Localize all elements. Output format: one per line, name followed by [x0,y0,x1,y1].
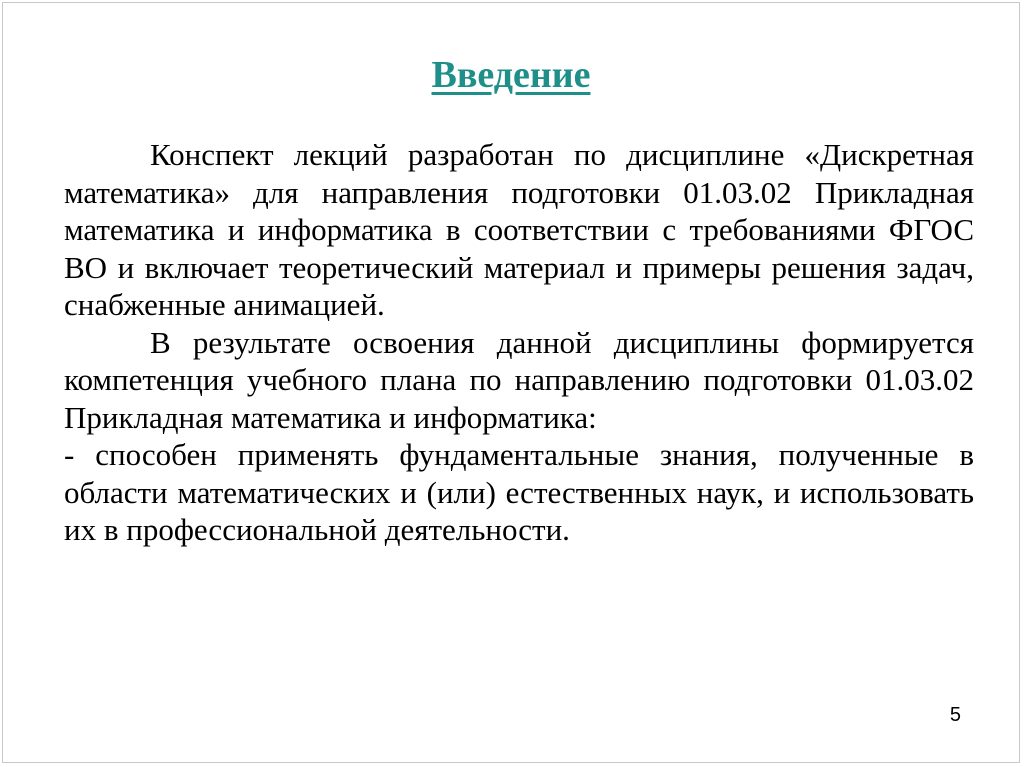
paragraph-intro: Конспект лекций разработан по дисциплине «Дискретная математика» для направления подготовки 01.03.02 Прикладная математика и информатика в соответствии с требованиями ФГОС ВО и включает теоретический материал и примеры решения задач, снабженные анимацией. [64,137,974,322]
slide-title: Введение [431,54,591,96]
page-number: 5 [949,704,961,726]
paragraph-competence: В результате освоения данной дисциплины формируется компетенция учебного плана по направлению подготовки 01.03.02 Прикладная математика и информатика: [64,324,974,435]
slide [2,2,1020,763]
slide-body [64,136,974,549]
paragraph-competence-item: - способен применять фундаментальные знания, полученные в области математических и (или) естественных наук, и использовать их в профессиональной деятельности. [64,437,974,547]
